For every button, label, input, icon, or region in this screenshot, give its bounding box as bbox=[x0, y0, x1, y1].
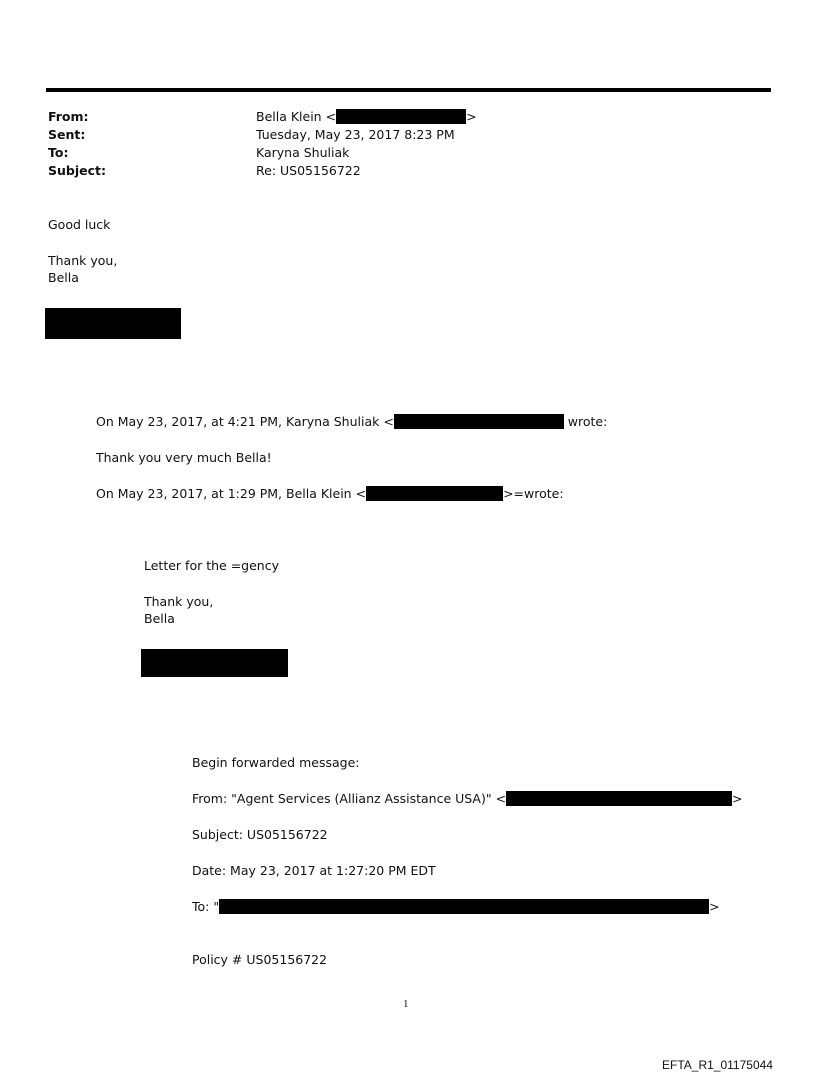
quote-karyna-text: Thank you very much Bella! bbox=[96, 450, 272, 465]
body-line-good-luck: Good luck bbox=[48, 217, 111, 232]
body-line-signature: Bella bbox=[48, 270, 79, 285]
quote-intro-karyna bbox=[96, 413, 607, 430]
quote2-line-thanks: Thank you, bbox=[144, 594, 214, 609]
forwarded-date: Date: May 23, 2017 at 1:27:20 PM EDT bbox=[192, 863, 436, 878]
quote2-line-letter: Letter for the =gency bbox=[144, 558, 279, 573]
forwarded-from-text: From: "Agent Services (Allianz Assistance USA)" < bbox=[192, 791, 507, 806]
redacted-email bbox=[506, 791, 732, 806]
body-line-thanks: Thank you, bbox=[48, 253, 118, 268]
redacted-signature-block bbox=[141, 649, 288, 677]
redacted-email bbox=[336, 109, 466, 124]
forwarded-from bbox=[192, 790, 743, 807]
forwarded-to bbox=[192, 898, 720, 915]
to-value: Karyna Shuliak bbox=[256, 145, 350, 160]
forwarded-to-text: To: " bbox=[192, 899, 220, 914]
forwarded-subject: Subject: US05156722 bbox=[192, 827, 328, 842]
from-name: Bella Klein < bbox=[256, 109, 337, 124]
forwarded-to-close: > bbox=[709, 899, 720, 914]
page-number: 1 bbox=[403, 998, 409, 1010]
from-label: From: bbox=[48, 109, 89, 124]
sent-label: Sent: bbox=[48, 127, 86, 142]
header-rule bbox=[46, 88, 771, 92]
redacted-email bbox=[394, 414, 564, 429]
forwarded-heading: Begin forwarded message: bbox=[192, 755, 360, 770]
quote-intro-karyna-text: On May 23, 2017, at 4:21 PM, Karyna Shuliak < bbox=[96, 414, 394, 429]
quote-intro-karyna-wrote: wrote: bbox=[563, 414, 608, 429]
document-id: EFTA_R1_01175044 bbox=[662, 1058, 773, 1072]
from-value bbox=[256, 108, 477, 125]
subject-value: Re: US05156722 bbox=[256, 163, 361, 178]
redacted-email bbox=[366, 486, 503, 501]
quote-intro-bella bbox=[96, 485, 564, 502]
redacted-recipient bbox=[219, 899, 709, 914]
quote-intro-bella-text: On May 23, 2017, at 1:29 PM, Bella Klein < bbox=[96, 486, 367, 501]
quote-intro-bella-wrote: >=wrote: bbox=[503, 486, 564, 501]
to-label: To: bbox=[48, 145, 69, 160]
forwarded-from-close: > bbox=[732, 791, 743, 806]
quote2-line-signature: Bella bbox=[144, 611, 175, 626]
sent-value: Tuesday, May 23, 2017 8:23 PM bbox=[256, 127, 455, 142]
redacted-signature-block bbox=[45, 308, 181, 339]
forwarded-policy: Policy # US05156722 bbox=[192, 952, 328, 967]
from-close: > bbox=[466, 109, 477, 124]
subject-label: Subject: bbox=[48, 163, 106, 178]
